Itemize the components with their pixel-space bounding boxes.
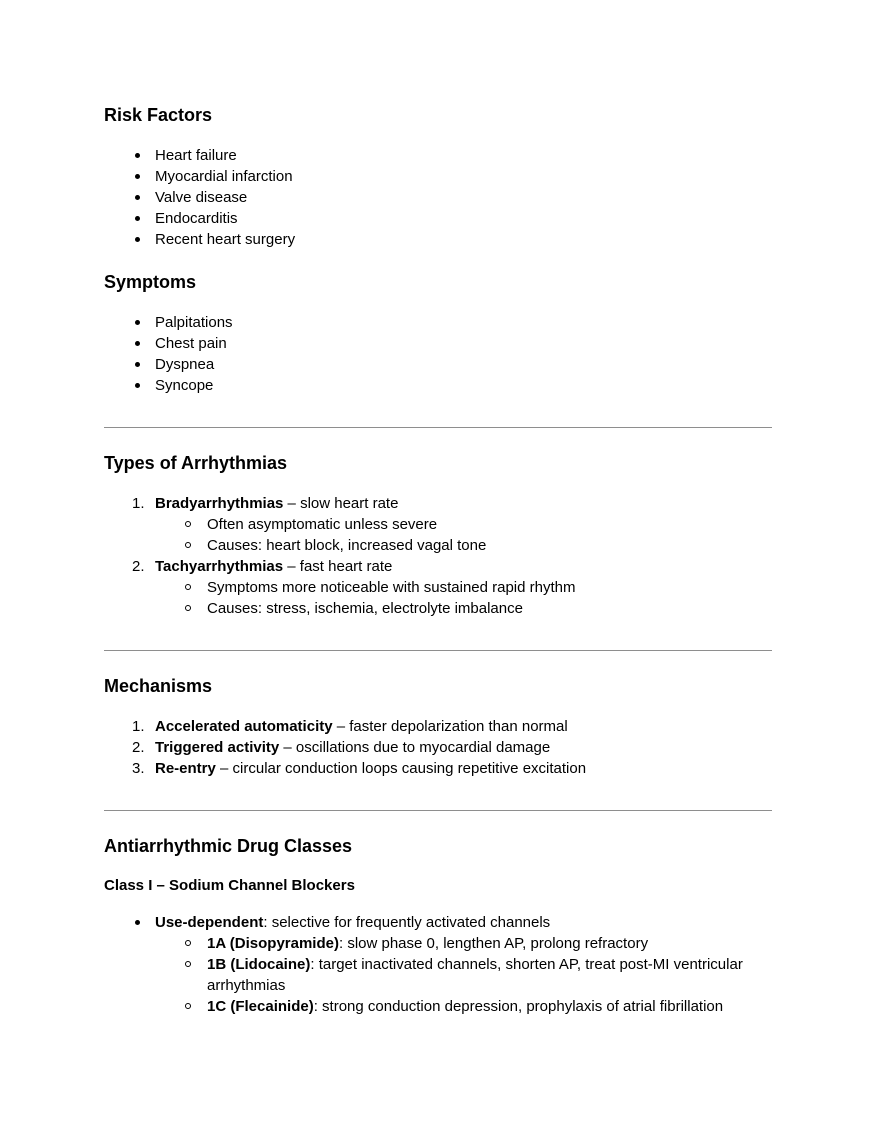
list-item: Causes: stress, ischemia, electrolyte imbalance [155, 598, 772, 619]
list-item [104, 737, 772, 758]
sub-list [155, 933, 772, 1017]
term-text: 1A (Disopyramide) [207, 935, 339, 952]
section-divider [104, 810, 772, 811]
term-text: Re-entry [155, 760, 216, 777]
risk-factors-list [104, 145, 772, 250]
section-heading-symptoms: Symptoms [104, 272, 197, 292]
definition-text: – oscillations due to myocardial damage [279, 739, 551, 756]
section-heading-mechanisms: Mechanisms [104, 676, 213, 696]
list-item: Causes: heart block, increased vagal tone [155, 535, 772, 556]
list-item: Syncope [104, 375, 772, 396]
list-item: Endocarditis [104, 208, 772, 229]
term-text: Use-dependent [155, 914, 264, 931]
subsection-heading-class-i: Class I – Sodium Channel Blockers [104, 877, 355, 894]
term-text: Triggered activity [155, 739, 280, 756]
list-item [155, 954, 772, 996]
list-item [104, 556, 772, 619]
list-item: Symptoms more noticeable with sustained rapid rhythm [155, 577, 772, 598]
definition-text: – fast heart rate [283, 558, 393, 575]
list-item [104, 758, 772, 779]
list-item [104, 716, 772, 737]
list-item [155, 933, 772, 954]
term-text: 1C (Flecainide) [207, 998, 314, 1015]
section-divider [104, 650, 772, 651]
arrhythmia-types-list [104, 493, 772, 619]
term-text: Bradyarrhythmias [155, 495, 284, 512]
list-item: Recent heart surgery [104, 229, 772, 250]
list-item: Often asymptomatic unless severe [155, 514, 772, 535]
list-item: Myocardial infarction [104, 166, 772, 187]
definition-text: : selective for frequently activated channels [263, 914, 551, 931]
class-i-list [104, 912, 772, 1017]
section-heading-drug-classes: Antiarrhythmic Drug Classes [104, 836, 353, 856]
section-divider [104, 427, 772, 428]
definition-text: : slow phase 0, lengthen AP, prolong refractory [338, 935, 649, 952]
definition-text: – faster depolarization than normal [332, 718, 568, 735]
section-heading-types: Types of Arrhythmias [104, 453, 288, 473]
list-item: Palpitations [104, 312, 772, 333]
definition-text: – slow heart rate [283, 495, 399, 512]
section-heading-risk-factors: Risk Factors [104, 105, 213, 125]
term-text: Tachyarrhythmias [155, 558, 284, 575]
list-item: Dyspnea [104, 354, 772, 375]
list-item [155, 996, 772, 1017]
definition-text: : strong conduction depression, prophylaxis of atrial fibrillation [313, 998, 724, 1015]
sub-list [155, 577, 772, 619]
list-item [104, 912, 772, 1017]
definition-text: – circular conduction loops causing repetitive excitation [215, 760, 587, 777]
list-item: Heart failure [104, 145, 772, 166]
sub-list [155, 514, 772, 556]
term-text: 1B (Lidocaine) [207, 956, 311, 973]
term-text: Accelerated automaticity [155, 718, 333, 735]
list-item [104, 493, 772, 556]
list-item: Chest pain [104, 333, 772, 354]
mechanisms-list [104, 716, 772, 779]
symptoms-list [104, 312, 772, 396]
definition-text: : target inactivated channels, shorten AP, treat post-MI ventricular arrhythmias [207, 956, 743, 994]
list-item: Valve disease [104, 187, 772, 208]
